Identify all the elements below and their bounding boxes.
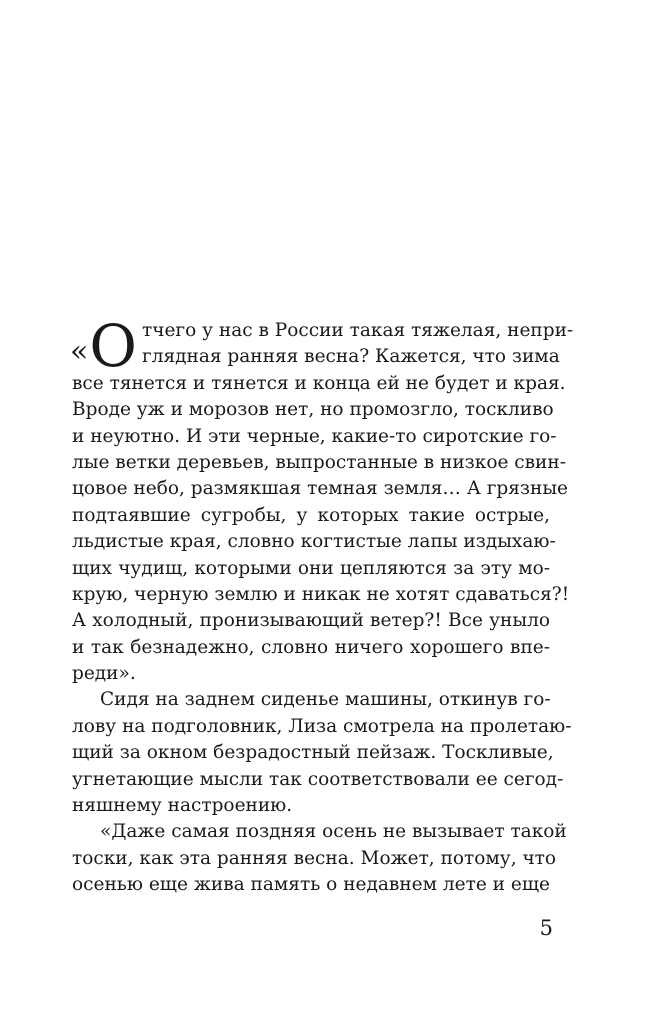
text-line-21: тоски, как эта ранняя весна. Может, потому, что bbox=[72, 847, 557, 869]
text-line-5: и неуютно. И эти черные, какие-то сиротские го- bbox=[72, 425, 557, 447]
text-line-20: «Даже самая поздняя осень не вызывает такой bbox=[100, 821, 567, 843]
text-line-1-content: тчего у нас в России такая тяжелая, непри- bbox=[142, 320, 574, 341]
text-line-19: няшнему настроению. bbox=[72, 795, 293, 817]
text-line-13: и так безнадежно, словно ничего хорошего впе- bbox=[72, 636, 550, 658]
text-line-16: лову на подголовник, Лиза смотрела на пролетаю- bbox=[72, 715, 572, 737]
text-line-14: реди». bbox=[72, 663, 136, 685]
text-line-8: подтаявшие сугробы, у которых такие острые, bbox=[72, 504, 550, 526]
text-line-6: лые ветки деревьев, выпростанные в низкое свин- bbox=[72, 451, 566, 473]
text-line-9: льдистые края, словно когтистые лапы издыхаю- bbox=[72, 531, 556, 553]
page-number: 5 bbox=[539, 916, 553, 940]
text-line-17: щий за окном безрадостный пейзаж. Тоскливые, bbox=[72, 742, 554, 764]
text-line-11: крую, черную землю и никак не хотят сдаваться?! bbox=[72, 583, 570, 605]
text-line-10: щих чудищ, которыми они цепляются за эту мо- bbox=[72, 557, 550, 579]
drop-cap-quote: « bbox=[70, 334, 89, 369]
text-line-4: Вроде уж и морозов нет, но промозгло, тоскливо bbox=[72, 399, 554, 421]
text-line-22: осенью еще жива память о недавнем лете и еще bbox=[72, 874, 550, 896]
text-line-12: А холодный, пронизывающий ветер?! Все уныло bbox=[72, 610, 550, 632]
body-text bbox=[70, 312, 574, 899]
text-line-7: цовое небо, размякшая темная земля… А грязные bbox=[72, 478, 569, 500]
text-line-2: глядная ранняя весна? Кажется, что зима bbox=[142, 346, 560, 368]
drop-cap-letter: О bbox=[89, 312, 137, 380]
text-line-18: угнетающие мысли так соответствовали ее сегод- bbox=[72, 768, 564, 790]
text-line-3: все тянется и тянется и конца ей не будет и края. bbox=[72, 372, 566, 394]
text-line-15: Сидя на заднем сиденье машины, откинув го- bbox=[100, 689, 551, 711]
